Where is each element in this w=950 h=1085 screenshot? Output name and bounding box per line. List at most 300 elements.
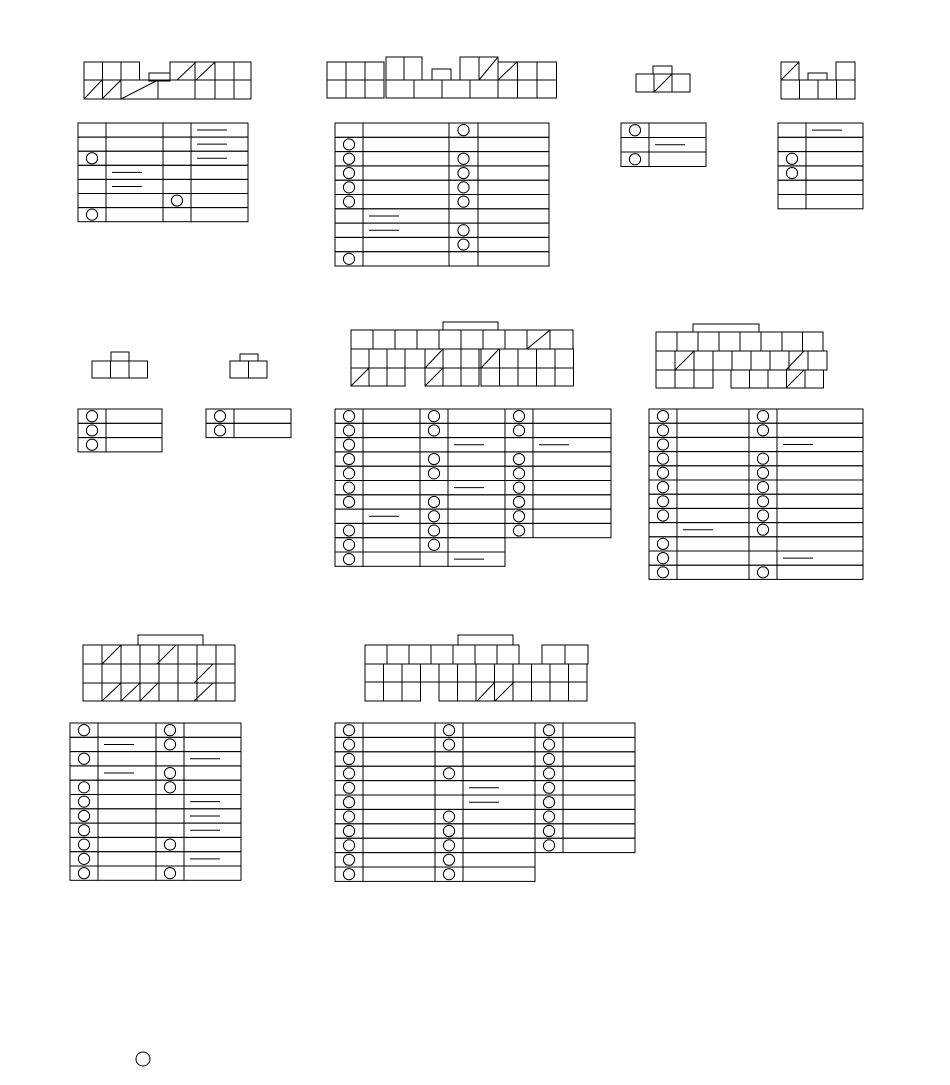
circle-marker-icon xyxy=(343,840,354,851)
table-cell xyxy=(156,809,184,823)
table-cell xyxy=(363,737,435,751)
face-cavity xyxy=(803,332,824,351)
table-row xyxy=(335,781,635,795)
table-cell xyxy=(184,837,241,851)
circle-marker-icon xyxy=(343,739,354,750)
circle-marker-icon xyxy=(136,1052,150,1066)
table-row xyxy=(70,723,241,737)
circle-marker-icon xyxy=(543,739,554,750)
circle-marker-icon xyxy=(164,739,175,750)
face-cavity xyxy=(102,664,121,683)
table-cell xyxy=(363,481,420,495)
table-cell xyxy=(535,752,563,766)
face-cavity xyxy=(443,349,461,368)
table-cell xyxy=(363,523,420,537)
face-cavity xyxy=(458,682,477,701)
circle-marker-icon xyxy=(343,753,354,764)
table-cell xyxy=(363,466,420,480)
table-row xyxy=(78,208,248,222)
table-row xyxy=(649,480,863,494)
table-row xyxy=(335,795,635,809)
face-cavity xyxy=(197,683,216,701)
circle-marker-icon xyxy=(786,167,797,178)
face-cavity xyxy=(731,370,750,388)
circle-marker-icon xyxy=(428,468,439,479)
connector-faces xyxy=(83,57,855,701)
table-cell xyxy=(505,452,533,466)
circle-marker-icon xyxy=(164,782,175,793)
table-cell xyxy=(70,780,98,794)
circle-marker-icon xyxy=(428,425,439,436)
table-cell xyxy=(335,166,363,180)
circle-marker-icon xyxy=(86,209,97,220)
circle-marker-icon xyxy=(543,840,554,851)
circle-marker-icon xyxy=(757,496,768,507)
face-cavity xyxy=(121,62,140,80)
circle-marker-icon xyxy=(428,511,439,522)
table-cell xyxy=(649,152,706,167)
table-cell xyxy=(70,837,98,851)
pin-table-c10 xyxy=(335,723,635,881)
table-cell xyxy=(778,166,806,180)
pin-table-c7 xyxy=(335,409,611,566)
table-row xyxy=(649,409,863,423)
table-cell xyxy=(206,409,234,423)
table-cell xyxy=(78,165,106,179)
table-cell xyxy=(435,723,463,737)
circle-marker-icon xyxy=(443,768,454,779)
connector-face-c5 xyxy=(92,352,148,378)
face-cavity xyxy=(92,361,111,378)
table-cell xyxy=(448,538,505,552)
face-latch xyxy=(111,352,129,361)
face-body xyxy=(158,80,251,99)
face-cavity xyxy=(518,368,537,386)
circle-marker-icon xyxy=(343,782,354,793)
table-row xyxy=(335,123,549,137)
table-cell xyxy=(363,495,420,509)
table-cell xyxy=(156,723,184,737)
pin-table-c5 xyxy=(78,409,162,452)
face-cavity xyxy=(387,368,405,386)
table-cell xyxy=(363,423,420,437)
face-cavity xyxy=(837,80,856,99)
table-cell xyxy=(677,508,749,522)
table-cell xyxy=(98,866,156,880)
face-latch xyxy=(458,635,513,645)
table-cell xyxy=(70,795,98,809)
face-cavity xyxy=(83,683,102,701)
table-row xyxy=(335,509,611,523)
table-cell xyxy=(563,752,635,766)
table-cell xyxy=(806,137,863,151)
face-diagonal xyxy=(140,683,158,701)
face-cavity xyxy=(327,62,346,80)
face-cavity xyxy=(789,351,808,370)
table-row xyxy=(335,723,635,737)
face-cavity xyxy=(84,62,103,80)
table-row xyxy=(335,252,549,266)
table-cell xyxy=(463,809,535,823)
face-cavity xyxy=(656,351,675,370)
face-cavity xyxy=(698,332,719,351)
face-cavity xyxy=(672,74,690,92)
table-row xyxy=(78,409,162,423)
circle-marker-icon xyxy=(757,411,768,422)
pin-table-c2 xyxy=(335,123,549,266)
face-cavity xyxy=(694,370,713,388)
table-row xyxy=(778,152,863,166)
table-row xyxy=(335,838,635,852)
table-cell xyxy=(563,838,635,852)
face-cavity xyxy=(373,330,395,349)
face-diagonal xyxy=(425,349,443,368)
table-cell xyxy=(563,766,635,780)
table-cell xyxy=(478,223,549,237)
table-cell xyxy=(677,452,749,466)
table-cell xyxy=(163,179,191,193)
table-cell xyxy=(363,180,449,194)
table-cell xyxy=(363,452,420,466)
face-latch xyxy=(808,73,827,80)
circle-marker-icon xyxy=(343,253,354,264)
circle-marker-icon xyxy=(543,811,554,822)
table-cell xyxy=(449,152,478,166)
face-cavity xyxy=(513,682,532,701)
circle-marker-icon xyxy=(343,768,354,779)
circle-marker-icon xyxy=(343,468,354,479)
table-cell xyxy=(563,723,635,737)
circle-marker-icon xyxy=(86,425,97,436)
circle-marker-icon xyxy=(78,782,89,793)
table-cell xyxy=(677,437,749,451)
table-cell xyxy=(535,723,563,737)
table-cell xyxy=(335,481,363,495)
table-cell xyxy=(448,509,505,523)
face-cavity xyxy=(439,330,461,349)
table-cell xyxy=(435,838,463,852)
table-row xyxy=(335,552,505,566)
table-cell xyxy=(335,824,363,838)
table-cell xyxy=(363,409,420,423)
circle-marker-icon xyxy=(164,767,175,778)
circle-marker-icon xyxy=(428,496,439,507)
face-cavity xyxy=(159,683,178,701)
face-cavity xyxy=(500,368,519,386)
table-row xyxy=(621,138,706,153)
table-row xyxy=(649,508,863,522)
table-cell xyxy=(363,853,435,867)
face-cavity xyxy=(386,80,414,98)
table-cell xyxy=(78,409,106,423)
table-cell xyxy=(478,166,549,180)
table-row xyxy=(335,237,549,251)
face-cavity xyxy=(346,62,365,80)
face-cavity xyxy=(351,349,369,368)
pin-table-c3 xyxy=(621,123,706,167)
table-row xyxy=(778,123,863,137)
circle-marker-icon xyxy=(78,825,89,836)
face-cavity xyxy=(532,664,551,682)
face-diagonal xyxy=(102,80,121,99)
circle-marker-icon xyxy=(78,853,89,864)
circle-marker-icon xyxy=(657,510,668,521)
table-row xyxy=(649,551,863,565)
table-cell xyxy=(778,195,806,209)
table-cell xyxy=(535,809,563,823)
circle-marker-icon xyxy=(443,840,454,851)
circle-marker-icon xyxy=(757,524,768,535)
table-cell xyxy=(106,438,162,452)
table-cell xyxy=(777,508,863,522)
circle-marker-icon xyxy=(543,753,554,764)
table-cell xyxy=(335,423,363,437)
table-cell xyxy=(505,481,533,495)
table-cell xyxy=(335,495,363,509)
face-cavity xyxy=(497,645,519,664)
table-cell xyxy=(777,565,863,579)
circle-marker-icon xyxy=(458,167,469,178)
table-row xyxy=(335,481,611,495)
face-cavity xyxy=(550,682,569,701)
face-cavity xyxy=(808,351,827,370)
table-cell xyxy=(163,151,191,165)
table-cell xyxy=(505,523,533,537)
table-cell xyxy=(478,209,549,223)
circle-marker-icon xyxy=(543,768,554,779)
table-cell xyxy=(749,565,777,579)
circle-marker-icon xyxy=(657,482,668,493)
circle-marker-icon xyxy=(513,453,524,464)
connector-face-c9 xyxy=(83,635,235,701)
face-cavity xyxy=(121,645,140,664)
table-row xyxy=(335,523,611,537)
table-cell xyxy=(420,409,448,423)
table-cell xyxy=(649,565,677,579)
table-cell xyxy=(106,123,163,137)
circle-marker-icon xyxy=(343,411,354,422)
circle-marker-icon xyxy=(757,482,768,493)
table-row xyxy=(78,438,162,452)
circle-marker-icon xyxy=(78,753,89,764)
table-cell xyxy=(335,180,363,194)
table-cell xyxy=(163,123,191,137)
connector-face-c10 xyxy=(365,635,588,701)
face-cavity xyxy=(656,332,677,351)
circle-marker-icon xyxy=(657,553,668,564)
table-row xyxy=(649,494,863,508)
table-cell xyxy=(363,766,435,780)
face-cavity xyxy=(475,645,497,664)
table-cell xyxy=(749,523,777,537)
face-cavity xyxy=(395,330,417,349)
table-cell xyxy=(106,194,163,208)
table-cell xyxy=(363,438,420,452)
face-cavity xyxy=(387,349,405,368)
face-latch xyxy=(443,322,498,330)
table-row xyxy=(335,223,549,237)
table-cell xyxy=(777,466,863,480)
face-diagonal xyxy=(498,62,517,80)
face-latch xyxy=(653,66,672,74)
table-cell xyxy=(563,809,635,823)
table-cell xyxy=(749,466,777,480)
face-cavity xyxy=(550,664,569,682)
circle-marker-icon xyxy=(458,196,469,207)
circle-marker-icon xyxy=(543,797,554,808)
face-diagonal xyxy=(425,368,443,386)
table-row xyxy=(335,409,611,423)
table-cell xyxy=(806,152,863,166)
table-cell xyxy=(448,523,505,537)
table-cell xyxy=(777,480,863,494)
face-cavity xyxy=(405,349,425,368)
table-row xyxy=(649,437,863,451)
table-cell xyxy=(563,795,635,809)
table-cell xyxy=(163,165,191,179)
face-cavity xyxy=(505,330,527,349)
table-cell xyxy=(98,837,156,851)
connector-face-c8 xyxy=(656,324,827,388)
table-row xyxy=(206,409,291,423)
table-cell xyxy=(649,494,677,508)
table-cell xyxy=(463,737,535,751)
table-row xyxy=(649,523,863,537)
circle-marker-icon xyxy=(343,554,354,565)
table-cell xyxy=(649,537,677,551)
face-diagonal xyxy=(121,683,140,701)
table-cell xyxy=(98,823,156,837)
table-cell xyxy=(98,752,156,766)
circle-marker-icon xyxy=(343,854,354,865)
table-row xyxy=(335,538,505,552)
face-diagonal xyxy=(157,645,176,664)
table-cell xyxy=(191,208,248,222)
table-cell xyxy=(621,152,649,167)
table-cell xyxy=(191,179,248,193)
table-cell xyxy=(463,723,535,737)
table-row xyxy=(78,165,248,179)
table-cell xyxy=(98,780,156,794)
table-cell xyxy=(649,551,677,565)
table-cell xyxy=(649,466,677,480)
face-cavity xyxy=(532,682,551,701)
circle-marker-icon xyxy=(428,525,439,536)
circle-marker-icon xyxy=(164,725,175,736)
face-cavity xyxy=(732,351,751,370)
pin-table-c9 xyxy=(70,723,241,880)
table-cell xyxy=(649,508,677,522)
face-diagonal xyxy=(351,368,369,386)
table-row xyxy=(335,438,611,452)
table-cell xyxy=(156,837,184,851)
table-cell xyxy=(70,809,98,823)
face-cavity xyxy=(439,664,458,682)
pin-table-c8 xyxy=(649,409,863,579)
circle-marker-icon xyxy=(86,439,97,450)
table-cell xyxy=(335,509,363,523)
table-cell xyxy=(435,867,463,881)
face-cavity xyxy=(365,664,384,682)
face-cavity xyxy=(461,349,479,368)
table-cell xyxy=(420,495,448,509)
table-cell xyxy=(184,866,241,880)
table-cell xyxy=(505,495,533,509)
table-row xyxy=(70,809,241,823)
face-cavity xyxy=(230,361,249,378)
circle-marker-icon xyxy=(343,525,354,536)
face-cavity xyxy=(481,368,500,386)
circle-marker-icon xyxy=(343,811,354,822)
table-cell xyxy=(184,737,241,751)
table-cell xyxy=(335,853,363,867)
face-cavity xyxy=(483,330,505,349)
table-cell xyxy=(363,538,420,552)
table-cell xyxy=(335,737,363,751)
table-cell xyxy=(535,795,563,809)
table-cell xyxy=(363,252,449,266)
circle-marker-icon xyxy=(443,811,454,822)
face-cavity xyxy=(384,664,403,682)
table-cell xyxy=(335,123,363,137)
circle-marker-icon xyxy=(757,567,768,578)
table-cell xyxy=(533,481,611,495)
table-cell xyxy=(777,494,863,508)
table-cell xyxy=(505,409,533,423)
table-cell xyxy=(677,466,749,480)
circle-marker-icon xyxy=(443,854,454,865)
connector-face-c7 xyxy=(351,322,574,386)
table-cell xyxy=(463,824,535,838)
table-cell xyxy=(533,495,611,509)
table-cell xyxy=(806,195,863,209)
table-cell xyxy=(677,551,749,565)
table-cell xyxy=(649,423,677,437)
face-cavity xyxy=(740,332,761,351)
table-row xyxy=(778,137,863,151)
table-cell xyxy=(621,123,649,138)
face-diagonal xyxy=(786,370,804,388)
table-cell xyxy=(70,766,98,780)
face-cavity xyxy=(443,368,461,386)
table-cell xyxy=(649,480,677,494)
table-cell xyxy=(777,452,863,466)
table-cell xyxy=(335,195,363,209)
table-cell xyxy=(363,195,449,209)
table-cell xyxy=(156,766,184,780)
face-cavity xyxy=(800,80,819,99)
face-cavity xyxy=(417,330,439,349)
table-row xyxy=(335,137,549,151)
table-cell xyxy=(106,151,163,165)
table-cell xyxy=(363,723,435,737)
table-row xyxy=(335,737,635,751)
face-cavity xyxy=(129,361,148,378)
face-cavity xyxy=(103,62,122,80)
circle-marker-icon xyxy=(513,511,524,522)
face-cavity xyxy=(458,664,477,682)
circle-marker-icon xyxy=(343,539,354,550)
table-cell xyxy=(535,737,563,751)
circle-marker-icon xyxy=(757,467,768,478)
table-cell xyxy=(106,409,162,423)
table-cell xyxy=(78,423,106,437)
table-row xyxy=(621,123,706,138)
face-cavity xyxy=(500,349,519,368)
table-cell xyxy=(435,824,463,838)
table-row xyxy=(78,137,248,151)
table-cell xyxy=(449,237,478,251)
